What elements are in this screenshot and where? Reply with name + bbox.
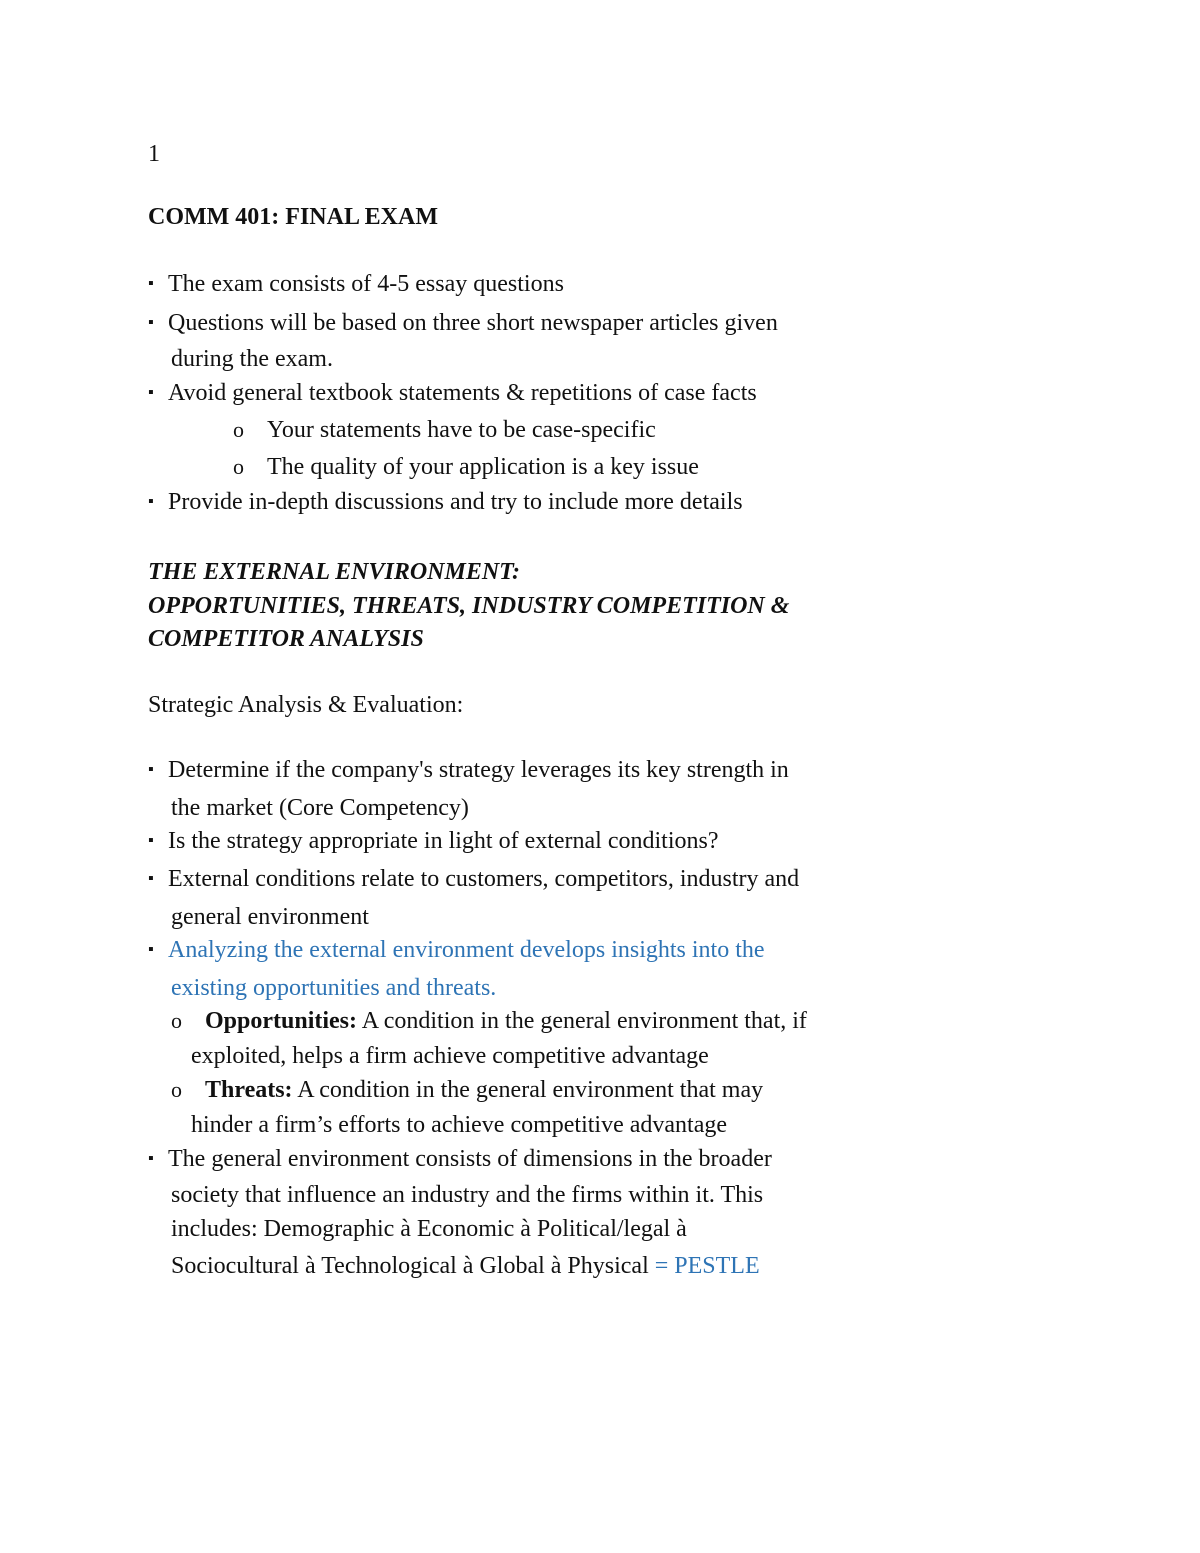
list-item-continuation: existing opportunities and threats. — [171, 975, 497, 1001]
list-item: ▪ The exam consists of 4-5 essay questions — [148, 271, 564, 297]
term-threats: Threats: — [205, 1077, 293, 1103]
bullet-icon: ▪ — [148, 314, 154, 331]
term-opportunities: Opportunities: — [205, 1008, 358, 1034]
circle-bullet-icon: o — [233, 417, 244, 442]
list-item-continuation: during the exam. — [171, 346, 333, 372]
bullet-icon: ▪ — [148, 1150, 154, 1167]
sub-list-item: o Threats: A condition in the general environment that may — [171, 1077, 764, 1103]
sub-list-item: o Opportunities: A condition in the general environment that, if — [171, 1008, 807, 1034]
sub-list-item-continuation: hinder a firm’s efforts to achieve competitive advantage — [191, 1112, 728, 1138]
section-heading: OPPORTUNITIES, THREATS, INDUSTRY COMPETITION & — [148, 593, 790, 619]
list-item-continuation: general environment — [171, 904, 369, 930]
circle-bullet-icon: o — [233, 454, 244, 479]
list-item: ▪ The general environment consists of dimensions in the broader — [148, 1146, 772, 1172]
list-item: ▪ Provide in-depth discussions and try to include more details — [148, 489, 743, 515]
list-item-continuation: Sociocultural à Technological à Global à Physical = PESTLE — [171, 1253, 760, 1279]
pestle-label: = PESTLE — [648, 1253, 760, 1279]
sub-list-item: o The quality of your application is a key issue — [233, 454, 699, 480]
section-heading: COMPETITOR ANALYSIS — [148, 626, 424, 652]
list-item: ▪ Is the strategy appropriate in light of external conditions? — [148, 828, 719, 854]
circle-bullet-icon: o — [171, 1008, 182, 1033]
page-number: 1 — [148, 141, 160, 167]
bullet-icon: ▪ — [148, 761, 154, 778]
sub-list-item-continuation: exploited, helps a firm achieve competitive advantage — [191, 1043, 709, 1069]
section-heading: THE EXTERNAL ENVIRONMENT: — [148, 559, 521, 585]
bullet-icon: ▪ — [148, 275, 154, 292]
list-item: ▪ External conditions relate to customers, competitors, industry and — [148, 866, 800, 892]
list-item-continuation: includes: Demographic à Economic à Political/legal à — [171, 1216, 687, 1242]
list-item-continuation: society that influence an industry and the firms within it. This — [171, 1182, 764, 1208]
subheading: Strategic Analysis & Evaluation: — [148, 692, 464, 718]
list-item: ▪ Questions will be based on three short newspaper articles given — [148, 310, 778, 336]
list-item: ▪ Determine if the company's strategy leverages its key strength in — [148, 757, 789, 783]
circle-bullet-icon: o — [171, 1077, 182, 1102]
bullet-icon: ▪ — [148, 832, 154, 849]
bullet-icon: ▪ — [148, 941, 154, 958]
bullet-icon: ▪ — [148, 493, 154, 510]
bullet-icon: ▪ — [148, 870, 154, 887]
list-item: ▪ Analyzing the external environment develops insights into the — [148, 937, 765, 963]
list-item-continuation: the market (Core Competency) — [171, 795, 469, 821]
sub-list-item: o Your statements have to be case-specific — [233, 417, 656, 443]
bullet-icon: ▪ — [148, 384, 154, 401]
list-item: ▪ Avoid general textbook statements & repetitions of case facts — [148, 380, 757, 406]
page-title: COMM 401: FINAL EXAM — [148, 204, 438, 230]
